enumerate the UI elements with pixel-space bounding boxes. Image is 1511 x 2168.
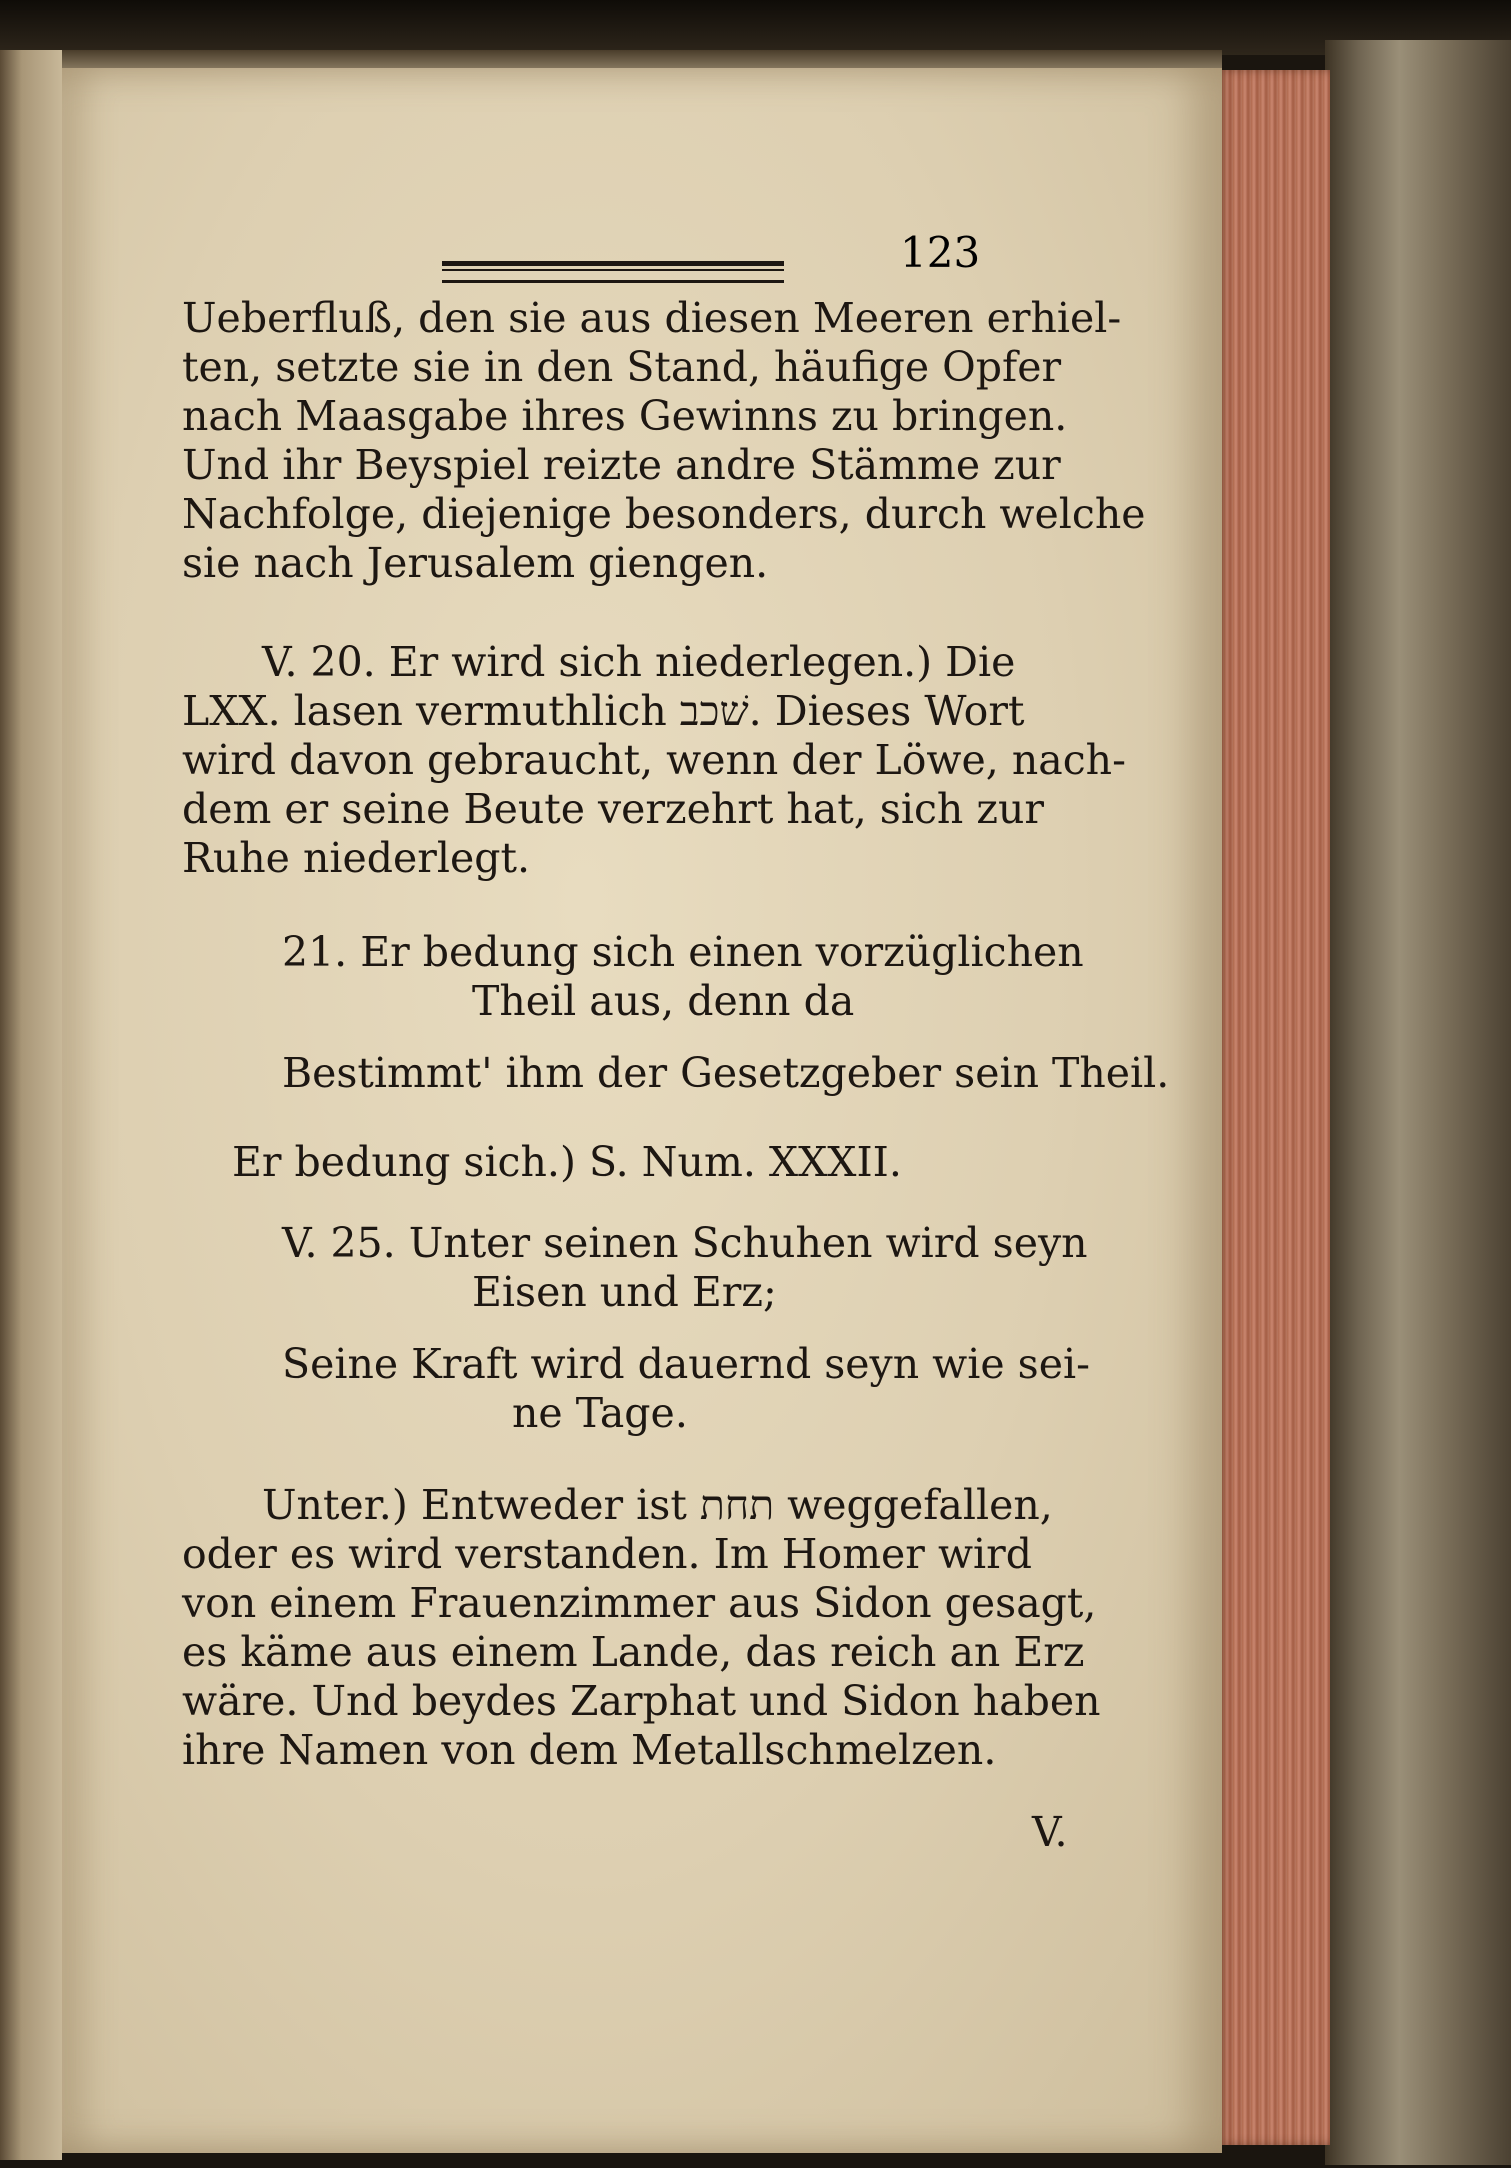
p2-line-2: LXX. lasen vermuthlich שׁכב. Dieses Wort xyxy=(182,687,1025,735)
left-page-gutter xyxy=(0,50,62,2160)
p4-line-3: von einem Frauenzimmer aus Sidon gesagt, xyxy=(182,1579,1097,1627)
header-rule xyxy=(442,261,784,283)
v25-line-3: Seine Kraft wird dauernd seyn wie sei- xyxy=(282,1340,1090,1388)
p1-line-3: nach Maasgabe ihres Gewinns zu bringen. xyxy=(182,392,1068,440)
p1-line-4: Und ihr Beyspiel reizte andre Stämme zur xyxy=(182,441,1061,489)
p3-line-1: Er bedung sich.) S. Num. XXXII. xyxy=(232,1138,902,1186)
p1-line-2: ten, setzte sie in den Stand, häufige Opfer xyxy=(182,343,1062,391)
p1-line-1: Ueberfluß, den sie aus diesen Meeren erhiel- xyxy=(182,294,1122,342)
p4-line-4: es käme aus einem Lande, das reich an Erz xyxy=(182,1628,1085,1676)
v21-line-2: Theil aus, denn da xyxy=(472,977,855,1025)
p2-line-4: dem er seine Beute verzehrt hat, sich zur xyxy=(182,785,1044,833)
p4-line-2: oder es wird verstanden. Im Homer wird xyxy=(182,1530,1032,1578)
page-edges xyxy=(1215,70,1330,2145)
cover-top xyxy=(0,0,1511,55)
p2-line-5: Ruhe niederlegt. xyxy=(182,834,530,882)
v25-line-4: ne Tage. xyxy=(512,1389,688,1437)
p1-line-6: sie nach Jerusalem giengen. xyxy=(182,539,769,587)
p4-line-5: wäre. Und beydes Zarphat und Sidon haben xyxy=(182,1677,1101,1725)
v25-line-2: Eisen und Erz; xyxy=(472,1268,777,1316)
p2-line-1: V. 20. Er wird sich niederlegen.) Die xyxy=(262,638,1016,686)
v21-line-1: 21. Er bedung sich einen vorzüglichen xyxy=(282,928,1084,976)
p1-line-5: Nachfolge, diejenige besonders, durch welche xyxy=(182,490,1146,538)
v21-line-3: Bestimmt' ihm der Gesetzgeber sein Theil. xyxy=(282,1049,1170,1097)
p2-line-3: wird davon gebraucht, wenn der Löwe, nach- xyxy=(182,736,1126,784)
p4-line-1: Unter.) Entweder ist תחת weggefallen, xyxy=(262,1481,1053,1529)
book-page xyxy=(62,68,1222,2153)
page-number: 123 xyxy=(900,228,981,277)
book-cover xyxy=(1325,40,1511,2165)
p4-line-6: ihre Namen von dem Metallschmelzen. xyxy=(182,1726,997,1774)
v25-line-1: V. 25. Unter seinen Schuhen wird seyn xyxy=(282,1219,1088,1267)
catchword: V. xyxy=(1032,1808,1068,1856)
